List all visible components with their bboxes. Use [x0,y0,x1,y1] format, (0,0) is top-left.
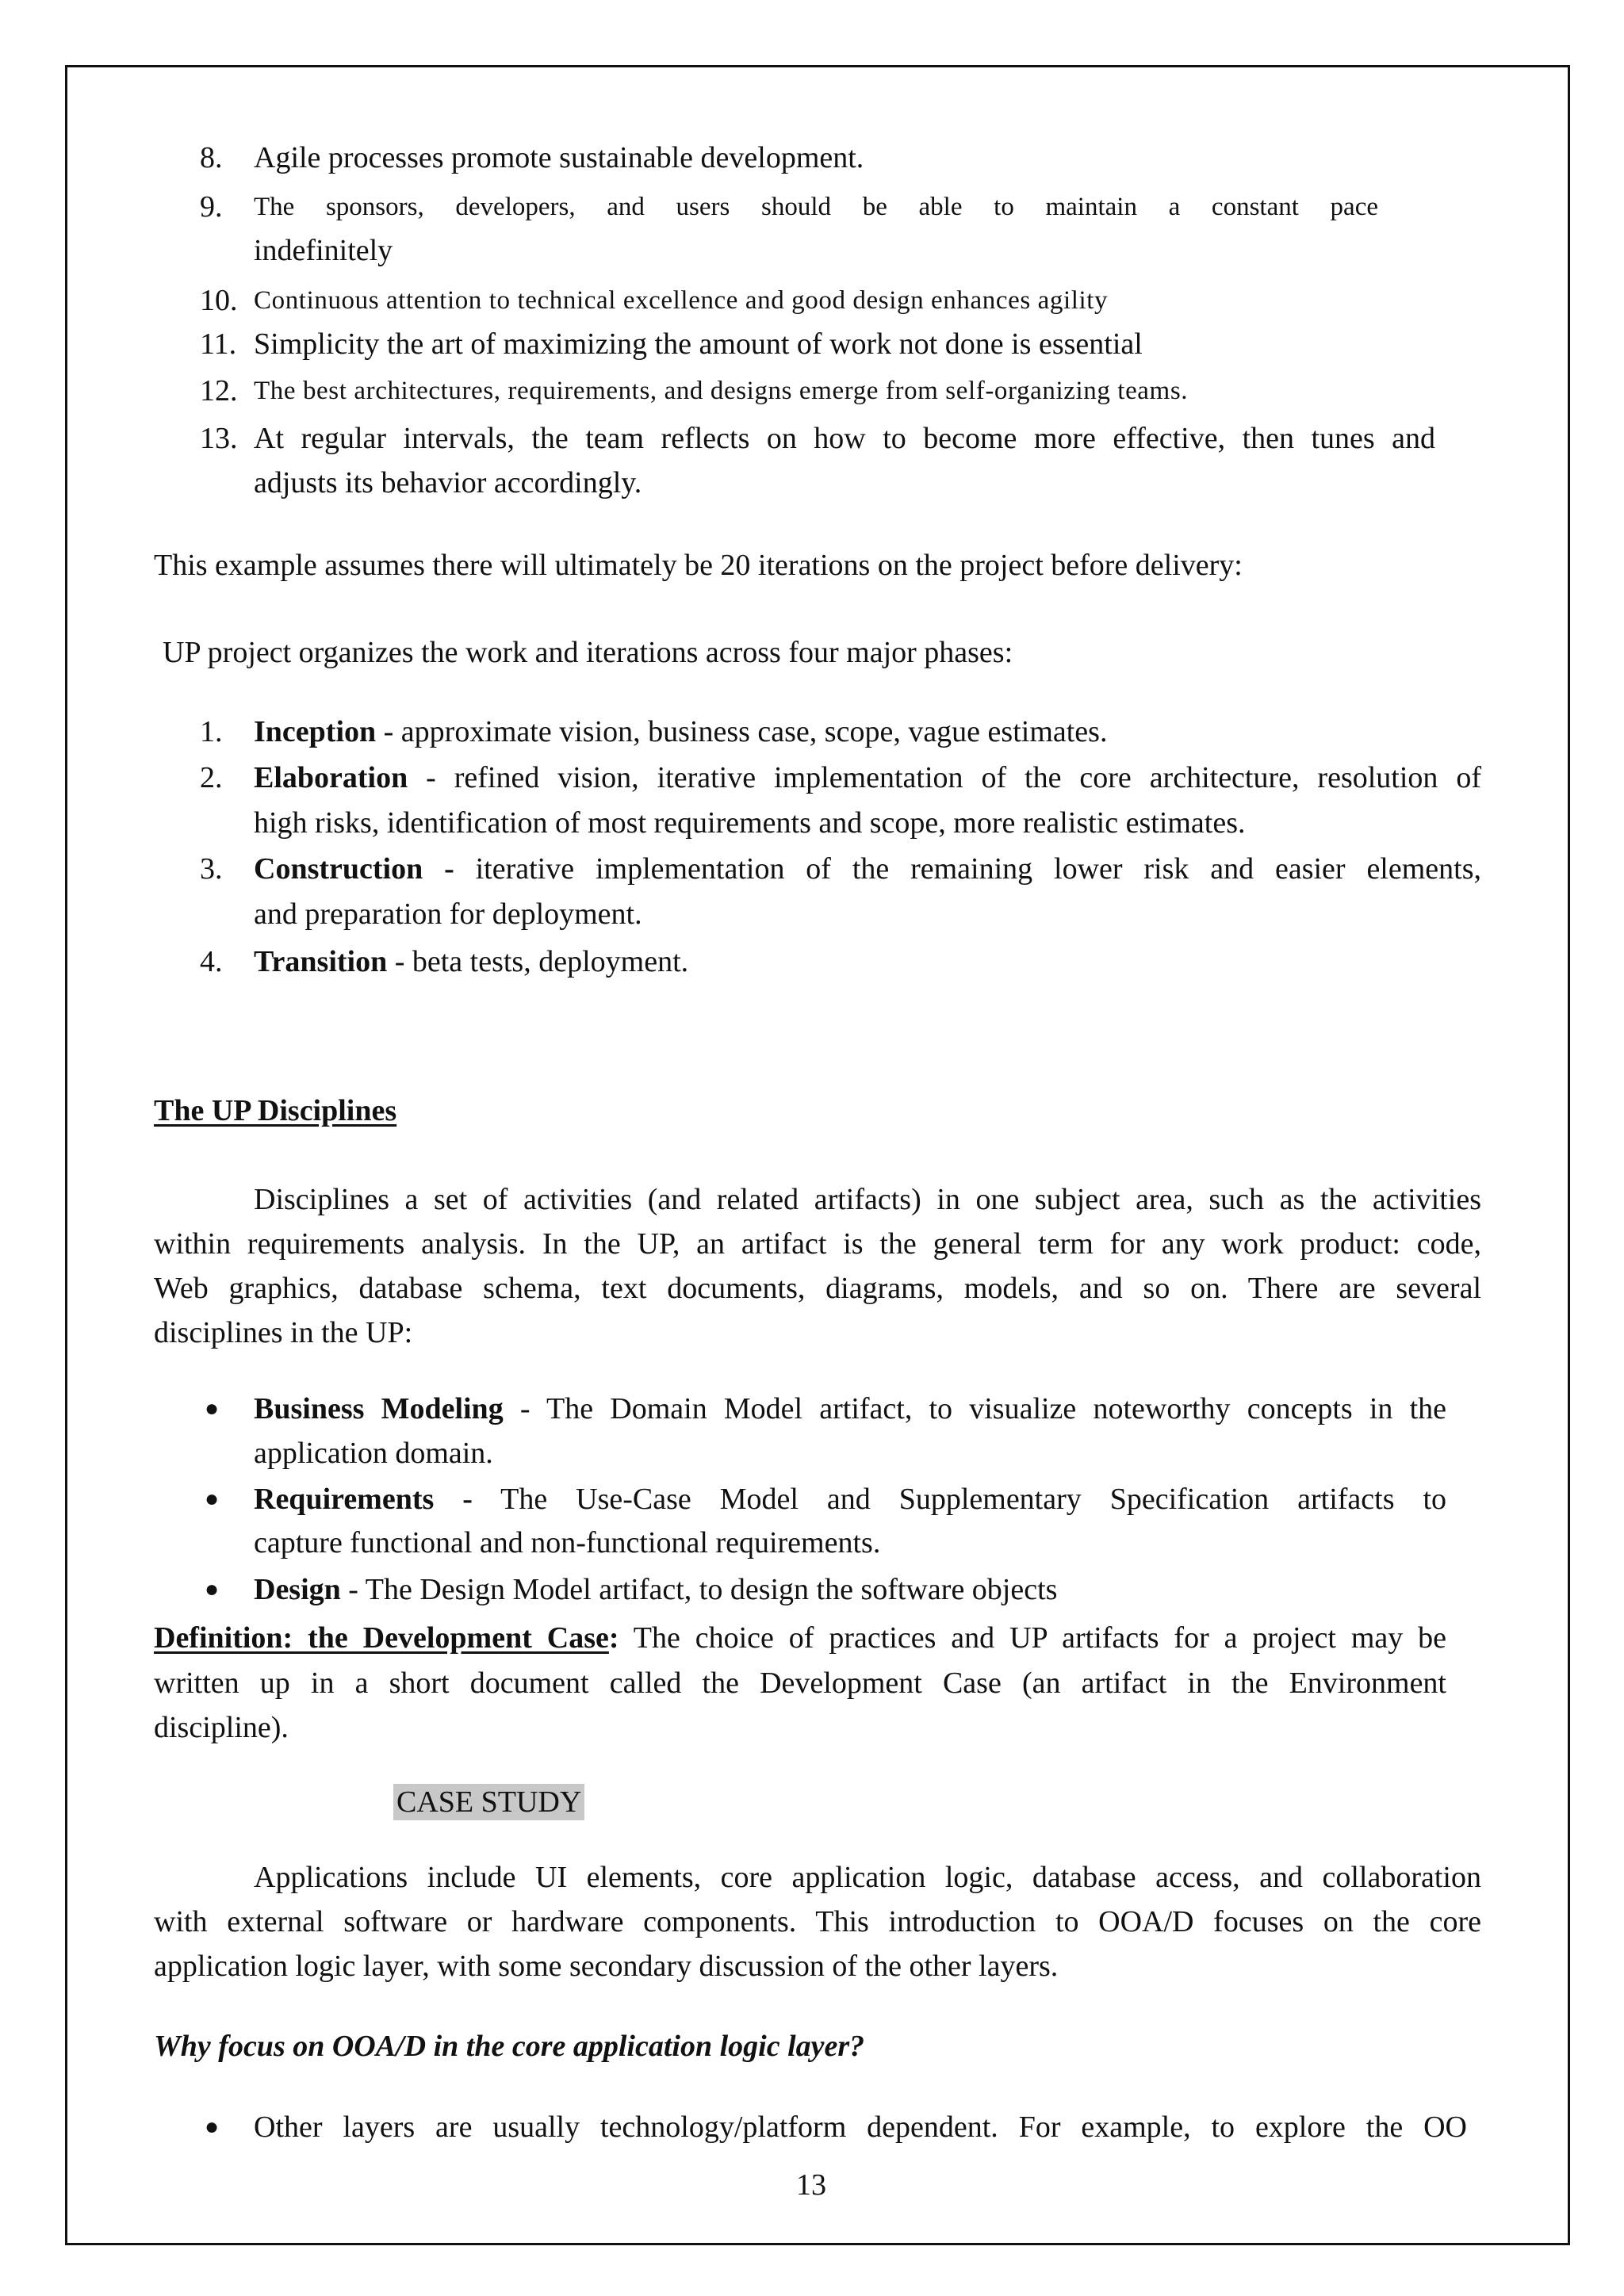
list-number: 3. [200,852,223,886]
bullet-text [254,1391,1446,1427]
section-heading: The UP Disciplines [154,1094,397,1127]
phase-term: Construction - [254,852,454,886]
bullet-icon: ● [205,1486,220,1512]
phases-intro: UP project organizes the work and iterations across four major phases: [163,636,1013,669]
bullet-icon: ● [205,2114,220,2140]
definition-text: The choice of practices and UP artifacts for a project may be [619,1621,1447,1655]
list-item-text: indefinitely [254,234,393,267]
list-item-text [254,943,688,980]
list-number: 8. [200,141,223,174]
phase-desc: iterative implementation of the remaining lower risk and easier elements, [454,852,1481,886]
list-number: 4. [200,945,223,978]
definition-colon: : [608,1621,619,1655]
paragraph-line: with external software or hardware components. This introduction to OOA/D focuses on the core [154,1905,1481,1938]
phase-desc: - approximate vision, business case, scope, vague estimates. [376,715,1108,748]
phase-desc: - refined vision, iterative implementation of the core architecture, resolution of [408,761,1481,794]
bullet-term: Requirements - [254,1483,473,1516]
paragraph-line: within requirements analysis. In the UP, an artifact is the general term for any work product: code, [154,1227,1481,1261]
paragraph-line: Web graphics, database schema, text documents, diagrams, models, and so on. There are several [154,1272,1481,1305]
definition-line [154,1620,1446,1656]
list-item-text [254,851,1481,887]
paragraph-line: application logic layer, with some secondary discussion of the other layers. [154,1950,1059,1983]
bullet-text: capture functional and non-functional requirements. [254,1526,881,1559]
definition-line: discipline). [154,1711,289,1744]
definition-label: Definition: the Development Case [154,1621,609,1655]
page-number: 13 [796,2168,826,2202]
list-item-text: The best architectures, requirements, and designs emerge from self-organizing teams. [254,377,1189,405]
bullet-term: Design [254,1573,341,1606]
case-study-label: CASE STUDY [393,1784,584,1820]
list-item-text: Continuous attention to technical excellence and good design enhances agility [254,286,1109,315]
list-item-text: Simplicity the art of maximizing the amount of work not done is essential [254,327,1143,361]
bullet-desc: - The Domain Model artifact, to visualize noteworthy concepts in the [503,1392,1446,1425]
list-number: 2. [200,761,223,794]
list-item-text [254,714,1107,750]
list-item-text: adjusts its behavior accordingly. [254,466,642,499]
list-number: 11. [200,327,237,361]
bullet-text: Other layers are usually technology/platform dependent. For example, to explore the OO [254,2110,1467,2144]
list-number: 13. [200,422,238,455]
list-number: 1. [200,715,223,748]
phase-desc: - beta tests, deployment. [387,945,689,978]
bullet-term: Business Modeling [254,1392,504,1425]
definition-line: written up in a short document called the Development Case (an artifact in the Environment [154,1667,1446,1700]
paragraph-line: Applications include UI elements, core application logic, database access, and collaboration [254,1861,1481,1894]
phase-term: Elaboration [254,761,408,794]
list-item-text: high risks, identification of most requirements and scope, more realistic estimates. [254,806,1246,840]
bullet-text [254,1571,1057,1608]
why-heading: Why focus on OOA/D in the core application logic layer? [154,2030,865,2063]
list-number: 9. [200,190,223,224]
bullet-desc: - The Design Model artifact, to design the software objects [340,1573,1058,1606]
phase-term: Inception [254,715,377,748]
list-number: 10. [200,284,238,317]
bullet-desc: The Use-Case Model and Supplementary Specification artifacts to [472,1483,1447,1516]
iterations-text: This example assumes there will ultimately be 20 iterations on the project before delivery: [154,549,1243,582]
list-item-text: The sponsors, developers, and users should be able to maintain a constant pace [254,193,1378,221]
list-item-text: and preparation for deployment. [254,897,642,931]
phase-term: Transition [254,945,388,978]
bullet-icon: ● [205,1395,220,1422]
list-item-text: At regular intervals, the team reflects on how to become more effective, then tunes and [254,422,1435,455]
list-number: 12. [200,374,238,408]
paragraph-line: disciplines in the UP: [154,1316,413,1349]
paragraph-line: Disciplines a set of activities (and related artifacts) in one subject area, such as the activities [254,1183,1481,1216]
bullet-text [254,1481,1446,1517]
bullet-icon: ● [205,1576,220,1602]
list-item-text: Agile processes promote sustainable development. [254,141,864,174]
bullet-text: application domain. [254,1437,493,1470]
list-item-text [254,760,1481,796]
